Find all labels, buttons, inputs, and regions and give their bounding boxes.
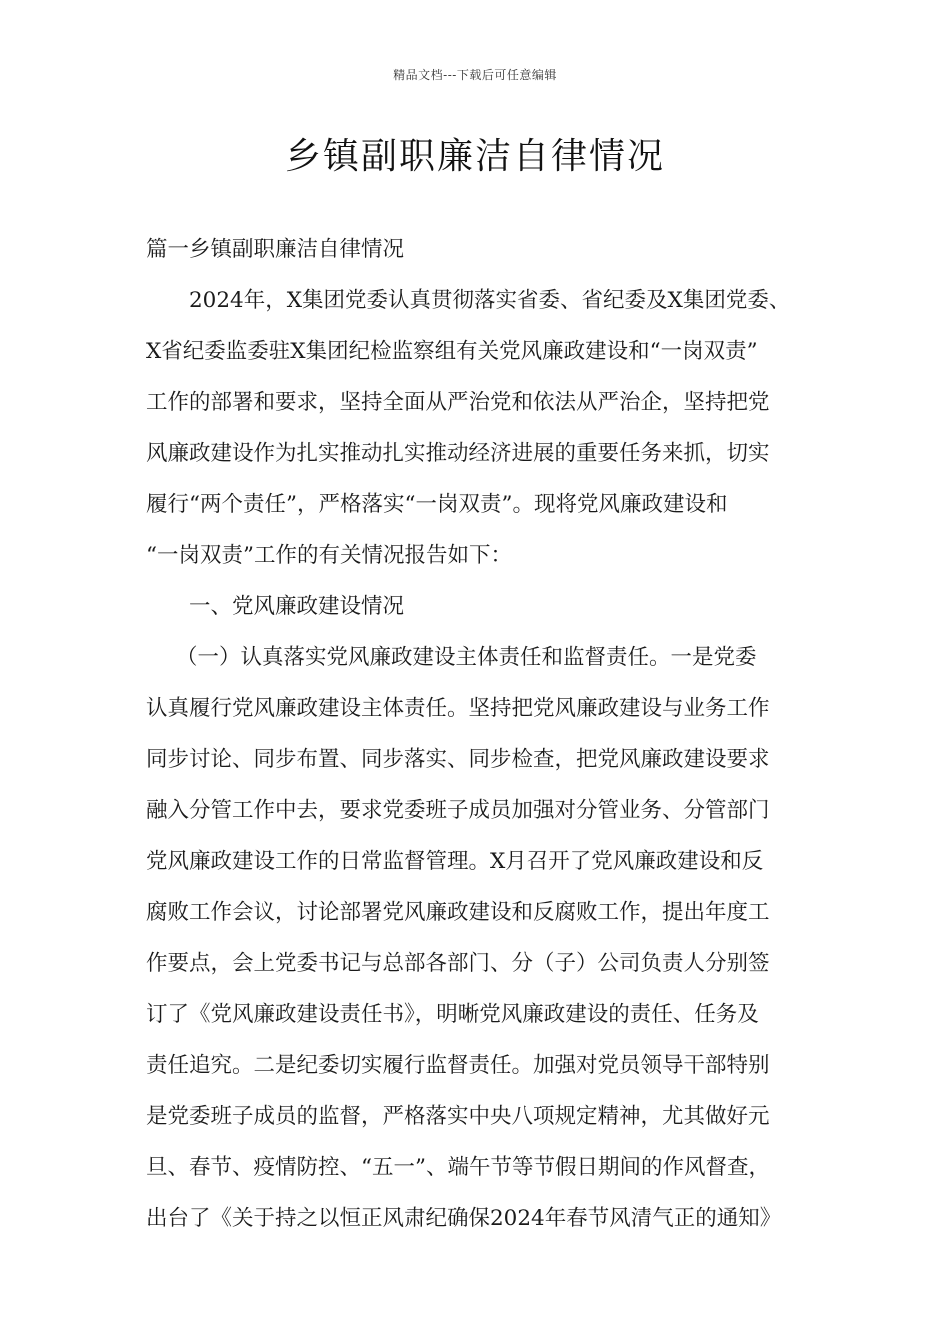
paragraph-line: 党风廉政建设工作的日常监督管理。X月召开了党风廉政建设和反 bbox=[146, 849, 764, 874]
paragraph-line: 同步讨论、同步布置、同步落实、同步检查，把党风廉政建设要求 bbox=[146, 747, 770, 772]
paragraph-line: （一）认真落实党风廉政建设主体责任和监督责任。一是党委 bbox=[176, 645, 757, 670]
paragraph-line: 履行“两个责任”，严格落实“一岗双责”。现将党风廉政建设和 bbox=[146, 492, 728, 517]
paragraph-line: 融入分管工作中去，要求党委班子成员加强对分管业务、分管部门 bbox=[146, 798, 770, 823]
paragraph-line: 是党委班子成员的监督，严格落实中央八项规定精神，尤其做好元 bbox=[146, 1104, 770, 1129]
paragraph-line: 作要点，会上党委书记与总部各部门、分（子）公司负责人分别签 bbox=[146, 951, 770, 976]
paragraph-line: 订了《党风廉政建设责任书》，明晰党风廉政建设的责任、任务及 bbox=[146, 1002, 759, 1027]
document-title: 乡镇副职廉洁自律情况 bbox=[284, 136, 665, 177]
paragraph-line: X省纪委监委驻X集团纪检监察组有关党风廉政建设和“一岗双责” bbox=[146, 339, 758, 364]
paragraph-line: 责任追究。二是纪委切实履行监督责任。加强对党员领导干部特别 bbox=[146, 1053, 770, 1078]
subsection-heading: 一、党风廉政建设情况 bbox=[189, 594, 405, 619]
document-body bbox=[146, 224, 826, 1244]
paragraph-line: 工作的部署和要求，坚持全面从严治党和依法从严治企，坚持把党 bbox=[146, 390, 770, 415]
paragraph-line: “一岗双责”工作的有关情况报告如下： bbox=[146, 543, 512, 568]
paragraph-line: 腐败工作会议，讨论部署党风廉政建设和反腐败工作，提出年度工 bbox=[146, 900, 770, 925]
paragraph-line: 旦、春节、疫情防控、“五一”、端午节等节假日期间的作风督查， bbox=[146, 1155, 770, 1180]
section-heading: 篇一乡镇副职廉洁自律情况 bbox=[146, 237, 405, 262]
paragraph-line: 风廉政建设作为扎实推动扎实推动经济进展的重要任务来抓，切实 bbox=[146, 441, 770, 466]
header-note: 精品文档---下载后可任意编辑 bbox=[393, 68, 557, 82]
paragraph-line: 2024年，X集团党委认真贯彻落实省委、省纪委及X集团党委、 bbox=[189, 288, 791, 313]
paragraph-line: 出台了《关于持之以恒正风肃纪确保2024年春节风清气正的通知》 bbox=[146, 1206, 782, 1231]
paragraph-line: 认真履行党风廉政建设主体责任。坚持把党风廉政建设与业务工作 bbox=[146, 696, 770, 721]
